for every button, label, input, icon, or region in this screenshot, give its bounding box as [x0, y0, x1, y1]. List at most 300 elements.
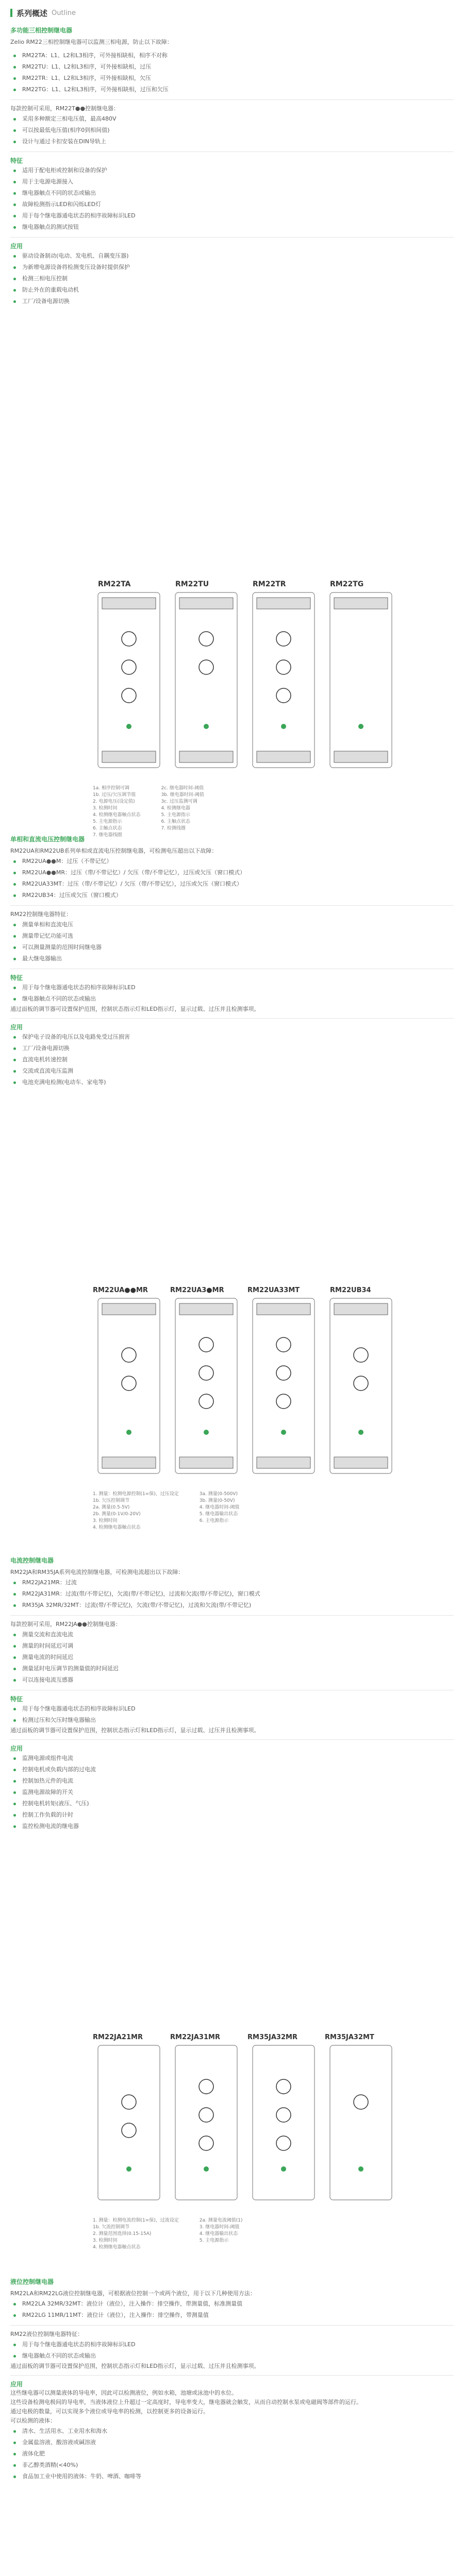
text-line: 可以按最低电压值(相序0到相间值): [22, 127, 110, 133]
feature-heading: 特征: [10, 1696, 23, 1703]
application-heading: 应用: [10, 1745, 23, 1752]
text-line: 3b. 继电器时间-阈值: [161, 792, 204, 798]
list-item: [10, 890, 454, 901]
bullet-icon: [13, 1582, 16, 1584]
features-intro: RM22液位控制继电器特征：: [10, 2331, 84, 2337]
bullet-icon: [13, 66, 16, 69]
terminal-block: [102, 1303, 156, 1315]
text-line: 3b. 测量(0-50V): [199, 1498, 235, 1503]
list-item: [10, 1753, 454, 1764]
relay-housing: [253, 592, 314, 768]
text-line: 3. 检测时间: [93, 2238, 118, 2243]
relay-housing: [253, 2045, 314, 2200]
text-line: 测量单相和直流电压: [22, 921, 73, 928]
bullet-icon: [13, 2476, 16, 2478]
text-line: 4. 检测继电器: [161, 806, 190, 811]
text-line: 5. 主电源指示: [199, 2238, 229, 2243]
figure-label: RM22TA: [98, 580, 131, 588]
text-line: 1b. 过压/欠压调节值: [93, 792, 136, 798]
dial-knob: [276, 1337, 291, 1352]
bullet-icon: [13, 1047, 16, 1050]
bullet-icon: [13, 1780, 16, 1783]
text-line: 工厂/设备电源切换: [22, 298, 70, 304]
bullet-icon: [13, 860, 16, 863]
list-item: [10, 1065, 454, 1077]
text-line: 2. 电源电压(设定值): [93, 799, 135, 804]
text-line: RM22TR：L1、L2和L3相序，可外接相缺相，欠压: [22, 75, 151, 81]
text-line: 3a. 测量(0-500V): [199, 1492, 238, 1497]
relay-housing: [98, 2045, 160, 2200]
text-line: RM22UA33MT：过压（带/不带记忆）/ 欠压（带/不带记忆），过压或欠压（窗口模式）: [22, 880, 243, 887]
text-line: 清水、生活用水、工业用水和海水: [22, 2428, 107, 2434]
text-line: 6. 主电源指示: [199, 1518, 229, 1523]
list-item: [10, 1652, 454, 1663]
bullet-icon: [13, 2464, 16, 2467]
figure-current: [10, 2030, 454, 2262]
bullet-icon: [13, 987, 16, 989]
text-line: 用于每个继电器通电状态的相序故障标识LED: [22, 1705, 136, 1712]
text-line: 1. 测量：检测电源控制(1=保)，过压设定: [93, 1492, 179, 1497]
dial-knob: [276, 1394, 291, 1409]
dial-knob: [276, 632, 291, 646]
bullet-icon: [13, 1679, 16, 1682]
figure-notes: [93, 1491, 454, 1531]
dial-knob: [354, 1348, 368, 1362]
text-line: 6. 主触点状态: [93, 826, 122, 831]
relay-housing: [330, 2045, 392, 2200]
terminal-block: [102, 751, 156, 762]
terminal-block: [334, 1457, 388, 1468]
list-item: [10, 210, 454, 222]
dial-knob: [199, 1394, 213, 1409]
section-intro: RM22LA和RM22LG液位控制继电器，可根据液位控制一个或两个液位，用于以下几种使用方法：: [10, 2290, 256, 2297]
text-line: 直流电机转速控制: [22, 1056, 68, 1063]
list-item: [10, 222, 454, 233]
figure-notes: [93, 2217, 454, 2251]
bullet-icon: [13, 55, 16, 57]
relay-housing: [253, 1298, 314, 1473]
status-led: [126, 2166, 131, 2172]
list-item: [10, 199, 454, 210]
list-item: [10, 919, 454, 930]
list-item: [10, 284, 454, 296]
features-intro: 每款控制可采用，RM22T●●控制继电器：: [10, 105, 120, 112]
feature-extra: 通过面板的调节器可设置保护范围，控制状态指示灯和LED指示灯，显示过载、过压并且检测事项。: [10, 1006, 260, 1012]
list-item: [10, 2448, 454, 2460]
features-list: [10, 919, 454, 964]
text-line: 继电器触点的测试按钮: [22, 224, 79, 230]
list-item: [10, 50, 454, 61]
bullet-icon: [13, 894, 16, 897]
dial-knob: [276, 2079, 291, 2094]
list-item: [10, 2350, 454, 2362]
note-column: [93, 1491, 179, 1531]
dial-knob: [199, 1366, 213, 1380]
figure-label: RM22UA●●MR: [93, 1286, 148, 1294]
model-list: [10, 856, 454, 901]
list-item: [10, 1043, 454, 1054]
feature-items: [10, 165, 454, 233]
text-line: 非乙醇类酒精(<40%): [22, 2462, 78, 2468]
figure-label: RM22TG: [330, 580, 364, 588]
feature-extra: 通过面板的调节器可设置保护范围，控制状态指示灯和LED指示灯，显示过载、过压并且检测事项。: [10, 1727, 260, 1734]
list-item: [10, 1798, 454, 1809]
application-heading: 应用: [10, 1024, 23, 1031]
list-item: [10, 930, 454, 942]
figure-label: RM35JA32MT: [325, 2033, 374, 2041]
bullet-icon: [13, 1708, 16, 1710]
section-three-phase: [10, 26, 454, 307]
features-intro: RM22控制继电器特征：: [10, 911, 72, 918]
list-item: [10, 993, 454, 1005]
relay-diagram: [10, 2030, 454, 2215]
terminal-block: [179, 1303, 233, 1315]
text-line: 用于每个继电器通电状态的相序故障标识LED: [22, 2341, 136, 2348]
bullet-icon: [13, 1604, 16, 1607]
bullet-icon: [13, 89, 16, 91]
figure-label: RM22UA3●MR: [170, 1286, 224, 1294]
text-line: 故障检测指示LED和闪烁LED灯: [22, 201, 102, 208]
list-item: [10, 1577, 454, 1588]
application-heading: 应用: [10, 2381, 23, 2388]
text-line: RM22LA 32MR/32MT：液位计（液位），注入操作：排空操作，带测量值，标准测量值: [22, 2300, 243, 2307]
bullet-icon: [13, 1036, 16, 1039]
bullet-icon: [13, 1634, 16, 1636]
terminal-block: [102, 1457, 156, 1468]
dial-knob: [122, 2123, 136, 2138]
section-intro: Zelio RM22三相控制继电器可以监测三相电源，防止以下故障：: [10, 39, 173, 45]
text-line: 控制工作负载的计时: [22, 1811, 73, 1818]
dial-knob: [199, 2108, 213, 2122]
figure-label: RM22TU: [175, 580, 209, 588]
text-line: 测量的时间延迟可调: [22, 1642, 73, 1649]
text-line: 2a. 测量(0.5-5V): [93, 1505, 130, 1510]
list-item: [10, 1821, 454, 1832]
text-line: RM22TA：L1、L2和L3相序，可外接相缺相，相序不对称: [22, 52, 168, 59]
bullet-icon: [13, 1645, 16, 1648]
text-line: 用于主电源电源接入: [22, 178, 73, 185]
section-voltage: [10, 835, 454, 1088]
text-line: 控制电机或负载内部的过电流: [22, 1766, 96, 1773]
text-line: 最大继电器输出: [22, 955, 62, 962]
relay-housing: [330, 592, 392, 768]
app-paragraph: 这些设备检测电极间的导电率，当液体液位上升超过一定高度时，导电率变大，继电器就会触发，从而自动控制水泵或电磁阀等部件的运行。: [10, 2399, 362, 2405]
section-title: 单相和直流电压控制继电器: [10, 836, 85, 843]
list-item: [10, 61, 454, 73]
list-item: [10, 136, 454, 147]
text-line: RM35JA 32MR/32MT：过流(带/不带记忆)，欠流(带/不带记忆)，过流和欠流(带/不带记忆): [22, 1602, 252, 1608]
status-led: [126, 1430, 131, 1435]
dial-knob: [354, 1376, 368, 1391]
features-list: [10, 113, 454, 147]
terminal-block: [257, 1457, 310, 1468]
text-line: 交流或直流电压监测: [22, 1067, 73, 1074]
dial-knob: [354, 2095, 368, 2109]
text-line: 3. 检测时间: [93, 1518, 118, 1523]
bullet-icon: [13, 129, 16, 132]
bullet-icon: [13, 1814, 16, 1817]
text-line: RM22LG 11MR/11MT：液位计（液位），注入操作：排空操作，带测量值: [22, 2312, 209, 2318]
text-line: 适用于配电柜或控制和设备的保护: [22, 167, 107, 174]
terminal-block: [257, 598, 310, 609]
text-line: 测量交流和直流电流: [22, 1631, 73, 1638]
list-item: [10, 2339, 454, 2350]
list-item: [10, 2437, 454, 2448]
bullet-icon: [13, 204, 16, 206]
text-line: 2b. 测量(0-1V/0-20V): [93, 1512, 141, 1517]
app-paragraph: 通过电极的数量，可以实现多个液位或导电率的检测，以控制更多的设备运行。: [10, 2408, 209, 2415]
text-line: 测量电流的时间延迟: [22, 1654, 73, 1660]
bullet-icon: [13, 1769, 16, 1771]
relay-housing: [175, 1298, 237, 1473]
bullet-icon: [13, 1656, 16, 1659]
list-item: [10, 2426, 454, 2437]
dial-knob: [199, 1337, 213, 1352]
text-line: 7. 检测线圈: [161, 826, 186, 831]
list-item: [10, 1787, 454, 1798]
application-heading: 应用: [10, 243, 23, 250]
status-led: [358, 2166, 363, 2172]
note-column: [93, 785, 140, 839]
text-line: 金属盐溶液、酸溶液或碱溶液: [22, 2439, 96, 2446]
text-line: 继电器触点不同的状态或输出: [22, 2352, 96, 2359]
dial-knob: [199, 2136, 213, 2150]
status-led: [204, 2166, 209, 2172]
text-line: 监测电源故障的开关: [22, 1789, 73, 1795]
text-line: 测量延时电压调节的测量值的时间延迟: [22, 1665, 119, 1672]
bullet-icon: [13, 181, 16, 183]
text-line: 5. 主电源指示: [161, 812, 190, 818]
figure-label: RM35JA32MR: [247, 2033, 297, 2041]
terminal-block: [102, 598, 156, 609]
text-line: RM22JA31MR：过流(带/不带记忆)，欠流(带/不带记忆)，过流和欠流(带/不带记忆)，窗口模式: [22, 1590, 260, 1597]
list-item: [10, 953, 454, 964]
dial-knob: [276, 660, 291, 674]
section-title: 多功能三相控制继电器: [10, 27, 73, 34]
app-items-intro: 可以检测的液体：: [10, 2417, 56, 2424]
relay-diagram: [10, 1283, 454, 1489]
terminal-block: [334, 751, 388, 762]
bullet-icon: [13, 1803, 16, 1805]
bullet-icon: [13, 1757, 16, 1760]
list-item: [10, 1640, 454, 1652]
bullet-icon: [13, 958, 16, 960]
text-line: 电池充满电检测(电动车、家电等): [22, 1079, 106, 1086]
feature-heading: 特征: [10, 974, 23, 981]
list-item: [10, 1054, 454, 1065]
text-line: RM22TG：L1、L2和L3相序，可外接相缺相，过压和欠压: [22, 86, 169, 93]
text-line: 控制电机转矩(液压、气压): [22, 1800, 89, 1807]
dial-knob: [122, 1376, 136, 1391]
text-line: 6. 主触点状态: [161, 819, 190, 824]
list-item: [10, 296, 454, 307]
bullet-icon: [13, 1059, 16, 1061]
text-line: 食品加工业中使用的液体：牛奶、啤酒、咖啡等: [22, 2473, 141, 2480]
list-item: [10, 1588, 454, 1600]
terminal-block: [334, 1303, 388, 1315]
text-line: 2c. 继电器时间-阈值: [161, 786, 204, 791]
text-line: RM22UA●●MR：过压（带/不带记忆）/ 欠压（带/不带记忆），过压或欠压（窗口模式）: [22, 869, 246, 876]
text-line: RM22TU：L1、L2和L3相序，可外接相缺相，过压: [22, 63, 152, 70]
section-header: [10, 7, 76, 19]
bullet-icon: [13, 1791, 16, 1794]
text-line: 2. 测量范围选择(0.15-15A): [93, 2231, 152, 2236]
dial-knob: [276, 1366, 291, 1380]
text-line: 1. 测量：检测电流控制(1=保)，过流设定: [93, 2218, 179, 2223]
bullet-icon: [13, 278, 16, 280]
terminal-block: [179, 1457, 233, 1468]
status-led: [281, 2166, 286, 2172]
bullet-icon: [13, 170, 16, 172]
bullet-icon: [13, 289, 16, 292]
dial-knob: [199, 660, 213, 674]
bullet-icon: [13, 77, 16, 80]
bullet-icon: [13, 255, 16, 258]
text-line: 4. 检测继电器触点状态: [93, 2245, 141, 2250]
list-item: [10, 1663, 454, 1674]
dial-knob: [122, 632, 136, 646]
text-line: 为新增电源设备将检测变压设备时提供保护: [22, 264, 130, 270]
section-intro: RM22JA和RM35JA系列电流控制继电器，可检测电流超出以下故障：: [10, 1569, 184, 1575]
text-line: 2a. 测量电流阈值(1): [199, 2218, 243, 2223]
figure-voltage: [10, 1283, 454, 1540]
list-item: [10, 125, 454, 136]
bullet-icon: [13, 946, 16, 949]
status-led: [281, 724, 286, 729]
text-line: 3. 继电器时间-阈值: [199, 2225, 240, 2230]
text-line: 监测电源或组件电流: [22, 1755, 73, 1761]
dial-knob: [199, 632, 213, 646]
figure-label: RM22JA31MR: [170, 2033, 220, 2041]
section-current: [10, 1556, 454, 1832]
text-line: 1a. 相序控制可调: [93, 786, 129, 791]
section-title: 液位控制继电器: [10, 2278, 54, 2285]
text-line: 7. 继电器线圈: [93, 833, 122, 838]
dial-knob: [122, 1348, 136, 1362]
dial-knob: [199, 2079, 213, 2094]
text-line: 用于每个继电器通电状态的相序故障标识LED: [22, 212, 136, 219]
note-column: [161, 785, 204, 839]
bullet-icon: [13, 2314, 16, 2317]
text-line: 检测三相电压控制: [22, 275, 68, 282]
list-item: [10, 250, 454, 262]
figure-label: RM22TR: [253, 580, 286, 588]
dial-knob: [276, 2108, 291, 2122]
bullet-icon: [13, 266, 16, 269]
text-line: 采用多种额定三相电压值，最高480V: [22, 115, 117, 122]
text-line: 工厂/设备电源切换: [22, 1045, 70, 1052]
list-item: [10, 2471, 454, 2482]
list-item: [10, 2460, 454, 2471]
text-line: 5. 主电源指示: [93, 819, 122, 824]
terminal-block: [257, 1303, 310, 1315]
text-line: 4. 检测继电器触点状态: [93, 812, 141, 818]
bullet-icon: [13, 2303, 16, 2306]
text-line: 监控检测电流的继电器: [22, 1823, 79, 1829]
status-led: [204, 1430, 209, 1435]
list-item: [10, 1077, 454, 1088]
text-line: RM22UB34：过压或欠压（窗口模式）: [22, 892, 122, 899]
bullet-icon: [13, 215, 16, 217]
text-line: 液体化肥: [22, 2450, 45, 2457]
list-item: [10, 982, 454, 993]
relay-diagram: [10, 577, 454, 783]
bullet-icon: [13, 2453, 16, 2455]
list-item: [10, 878, 454, 890]
list-item: [10, 2298, 454, 2310]
figure-notes: [93, 785, 454, 839]
bullet-icon: [13, 1593, 16, 1596]
relay-housing: [175, 592, 237, 768]
text-line: 防止外在的重载电动机: [22, 286, 79, 293]
feature-heading: 特征: [10, 157, 23, 164]
status-led: [126, 724, 131, 729]
text-line: 设计与通过卡扣安装在DIN导轨上: [22, 138, 106, 145]
list-item: [10, 188, 454, 199]
list-item: [10, 1703, 454, 1715]
list-item: [10, 73, 454, 84]
bullet-icon: [13, 883, 16, 886]
terminal-block: [179, 751, 233, 762]
list-item: [10, 262, 454, 273]
section-intro: RM22UA和RM22UB系列单相或直流电压控制继电器，可检测电压超出以下故障：: [10, 848, 218, 854]
text-line: 1b. 欠压控制调节: [93, 1498, 130, 1503]
note-column: [93, 2217, 179, 2251]
text-line: 测量带记忆功能可选: [22, 933, 73, 939]
list-item: [10, 165, 454, 176]
text-line: 可以测量测量的范围时间继电器: [22, 944, 102, 951]
figure-label: RM22UA33MT: [247, 1286, 300, 1294]
note-column: [200, 2217, 243, 2251]
dial-knob: [276, 688, 291, 703]
text-line: 继电器触点不同的状态或输出: [22, 190, 96, 196]
status-led: [204, 724, 209, 729]
bullet-icon: [13, 118, 16, 121]
figure-label: RM22JA21MR: [93, 2033, 143, 2041]
relay-housing: [175, 2045, 237, 2200]
list-item: [10, 856, 454, 867]
relay-housing: [98, 592, 160, 768]
model-list: [10, 50, 454, 95]
bullet-icon: [13, 2344, 16, 2346]
text-line: 用于每个继电器通电状态的相序故障标识LED: [22, 984, 136, 991]
list-item: [10, 942, 454, 953]
status-led: [358, 724, 363, 729]
text-line: 检测过压和欠压时继电器输出: [22, 1717, 96, 1723]
header-subtitle: Outline: [52, 9, 76, 17]
bullet-icon: [13, 2355, 16, 2358]
bullet-icon: [13, 192, 16, 195]
figure-three-phase: [10, 577, 454, 838]
bullet-icon: [13, 872, 16, 874]
text-line: RM22JA21MR：过流: [22, 1579, 77, 1586]
bullet-icon: [13, 300, 16, 303]
list-item: [10, 273, 454, 284]
section-title: 电流控制继电器: [10, 1557, 54, 1564]
list-item: [10, 1600, 454, 1611]
bullet-icon: [13, 2430, 16, 2433]
status-led: [358, 1430, 363, 1435]
text-line: 4. 继电器输出状态: [199, 2231, 238, 2236]
bullet-icon: [13, 998, 16, 1001]
list-item: [10, 113, 454, 125]
bullet-icon: [13, 141, 16, 143]
text-line: 控制加热元件的电流: [22, 1777, 73, 1784]
dial-knob: [276, 2136, 291, 2150]
header-accent-bar: [10, 9, 12, 17]
bullet-icon: [13, 924, 16, 926]
figure-label: RM22UB34: [330, 1286, 371, 1294]
